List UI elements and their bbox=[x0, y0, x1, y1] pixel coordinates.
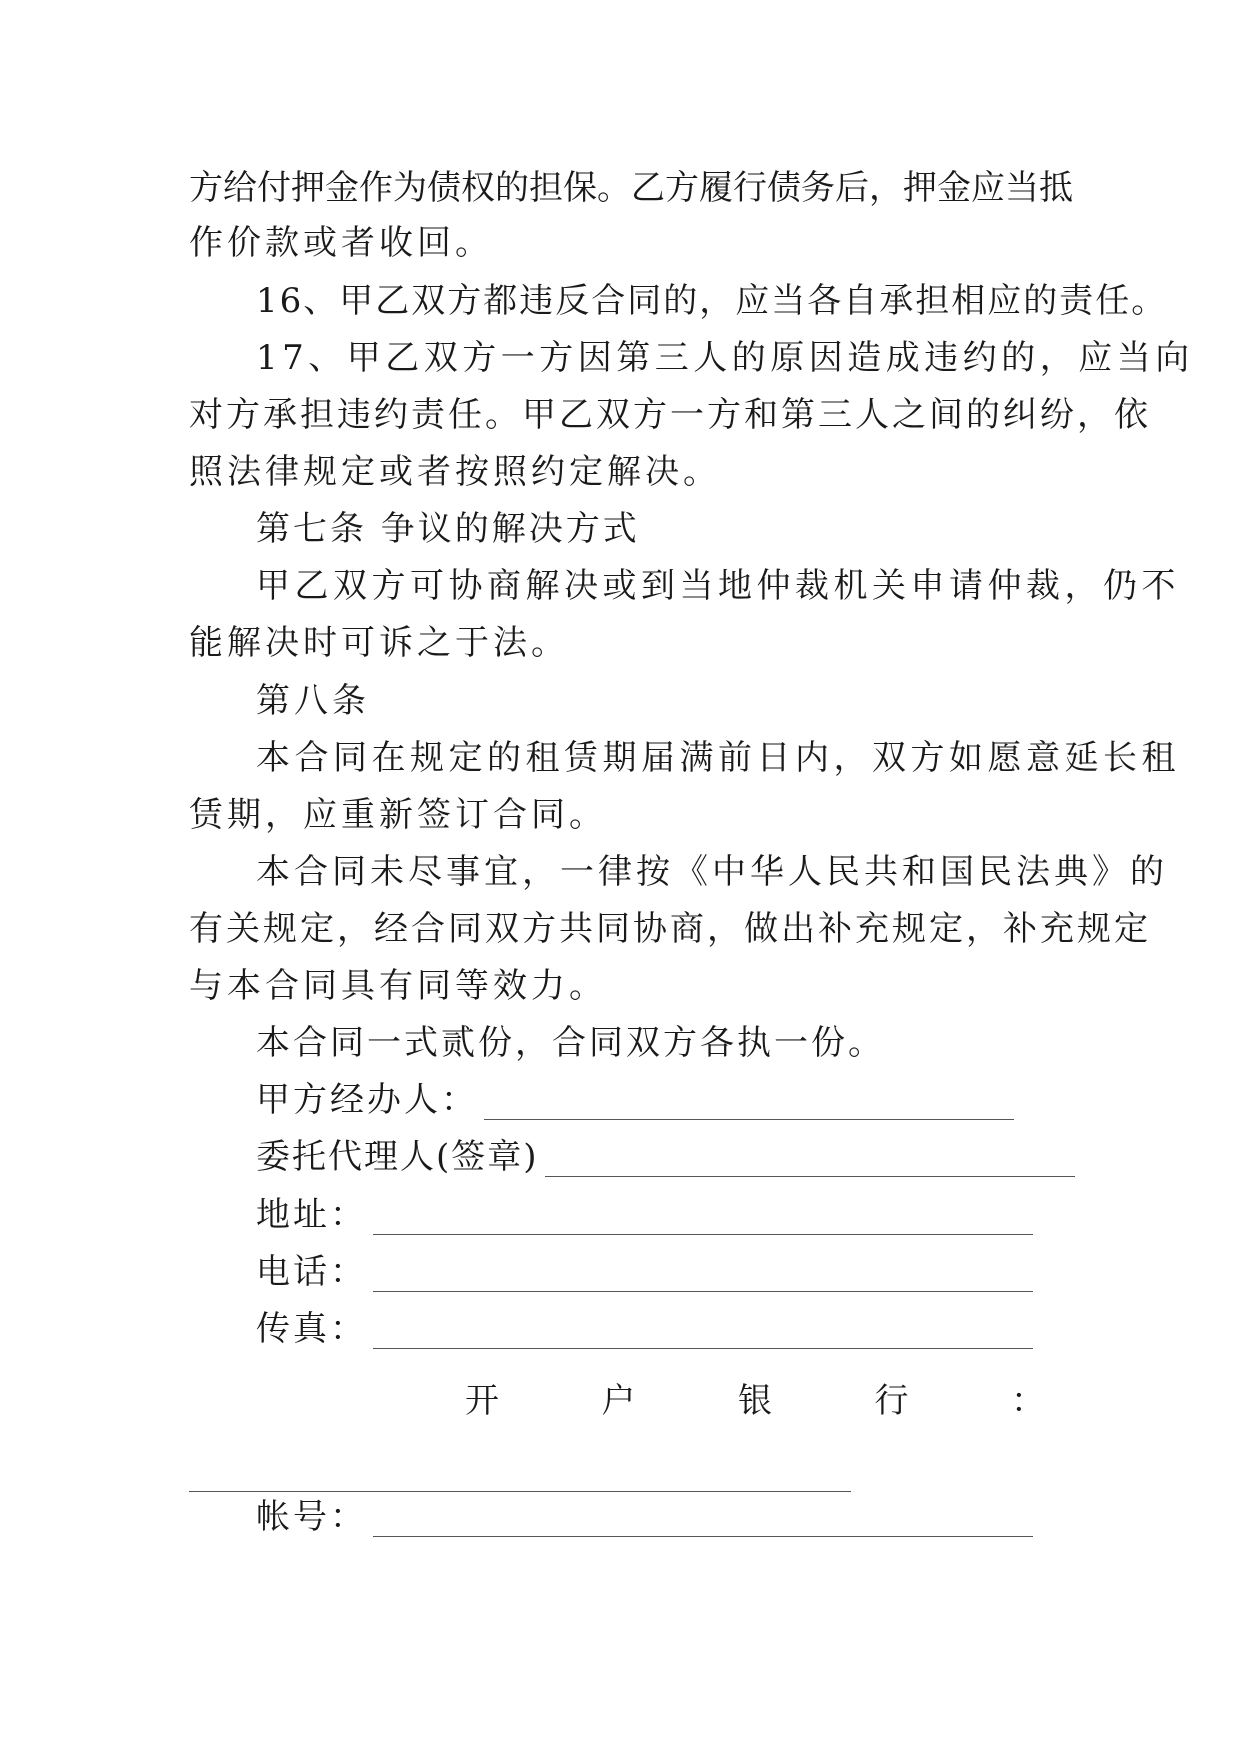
proxy-field bbox=[256, 1137, 1116, 1177]
proxy-signature-line[interactable] bbox=[545, 1146, 1075, 1177]
line-char: 乙 bbox=[631, 168, 665, 208]
line-char: 付 bbox=[257, 168, 291, 208]
proxy-label: 委托代理人(签章) bbox=[256, 1137, 539, 1177]
line-char: 后 bbox=[835, 168, 869, 208]
line-char: 押 bbox=[903, 168, 937, 208]
article-8-line-1: 本合同在规定的租赁期届满前日内，双方如愿意延长租 bbox=[256, 738, 1180, 778]
article-8-line-3: 本合同未尽事宜，一律按《中华人民共和国民法典》的 bbox=[256, 852, 1168, 892]
line-char: 债 bbox=[427, 168, 461, 208]
line-char: 。 bbox=[597, 168, 631, 208]
article-7-line-2: 能解决时可诉之于法。 bbox=[189, 623, 569, 663]
account-field bbox=[256, 1497, 1116, 1537]
agent-signature-line[interactable] bbox=[484, 1089, 1014, 1120]
bank-fill-line[interactable] bbox=[189, 1491, 851, 1492]
bank-char: 户 bbox=[601, 1381, 636, 1421]
article-8-line-2: 赁期，应重新签订合同。 bbox=[189, 795, 607, 835]
clause-17-line-2: 对方承担违约责任。甲乙双方一方和第三人之间的纠纷，依 bbox=[189, 395, 1151, 435]
line-char: 作 bbox=[359, 168, 393, 208]
line-char: 应 bbox=[971, 168, 1005, 208]
agent-label: 甲方经办人： bbox=[256, 1080, 478, 1120]
fax-field bbox=[256, 1309, 1116, 1349]
fax-fill-line[interactable] bbox=[373, 1318, 1033, 1349]
clause-17-line-3: 照法律规定或者按照约定解决。 bbox=[189, 452, 721, 492]
line-char: 抵 bbox=[1039, 168, 1073, 208]
account-label: 帐号： bbox=[256, 1497, 367, 1537]
phone-fill-line[interactable] bbox=[373, 1261, 1033, 1292]
clause-17-line-1: 17、甲乙双方一方因第三人的原因造成违约的，应当向 bbox=[256, 338, 1194, 378]
line-char: 方 bbox=[189, 168, 223, 208]
article-7-heading: 第七条 争议的解决方式 bbox=[256, 509, 640, 549]
bank-field-label bbox=[465, 1381, 1045, 1421]
address-field bbox=[256, 1195, 1116, 1235]
clause-16: 16、甲乙双方都违反合同的，应当各自承担相应的责任。 bbox=[256, 281, 1168, 321]
article-7-line-1: 甲乙双方可协商解决或到当地仲裁机关申请仲裁，仍不 bbox=[256, 566, 1180, 606]
agent-field bbox=[256, 1080, 1116, 1120]
line-char: 履 bbox=[699, 168, 733, 208]
copies-statement: 本合同一式贰份，合同双方各执一份。 bbox=[256, 1023, 885, 1063]
article-8-heading: 第八条 bbox=[256, 681, 370, 721]
bank-char: 银 bbox=[738, 1381, 772, 1421]
line-char: 方 bbox=[665, 168, 699, 208]
line-char: 金 bbox=[937, 168, 971, 208]
line-char: 担 bbox=[529, 168, 563, 208]
line-char: 权 bbox=[461, 168, 495, 208]
address-fill-line[interactable] bbox=[373, 1204, 1033, 1235]
bank-char: 行 bbox=[874, 1381, 909, 1421]
line-char: 行 bbox=[733, 168, 767, 208]
line-char: 押 bbox=[291, 168, 325, 208]
article-8-line-4: 有关规定，经合同双方共同协商，做出补充规定，补充规定 bbox=[189, 909, 1151, 949]
paragraph-line-2: 作价款或者收回。 bbox=[189, 223, 493, 263]
phone-field bbox=[256, 1252, 1116, 1292]
line-char: 的 bbox=[495, 168, 529, 208]
account-fill-line[interactable] bbox=[373, 1506, 1033, 1537]
line-char: 债 bbox=[767, 168, 801, 208]
paragraph-line-1 bbox=[189, 168, 1073, 208]
line-char: ， bbox=[869, 168, 903, 208]
line-char: 金 bbox=[325, 168, 359, 208]
line-char: 保 bbox=[563, 168, 597, 208]
address-label: 地址： bbox=[256, 1195, 367, 1235]
line-char: 为 bbox=[393, 168, 427, 208]
fax-label: 传真： bbox=[256, 1309, 367, 1349]
phone-label: 电话： bbox=[256, 1252, 367, 1292]
line-char: 当 bbox=[1005, 168, 1039, 208]
bank-char: ： bbox=[1011, 1381, 1045, 1421]
line-char: 务 bbox=[801, 168, 835, 208]
article-8-line-5: 与本合同具有同等效力。 bbox=[189, 966, 607, 1006]
bank-char: 开 bbox=[465, 1381, 499, 1421]
line-char: 给 bbox=[223, 168, 257, 208]
